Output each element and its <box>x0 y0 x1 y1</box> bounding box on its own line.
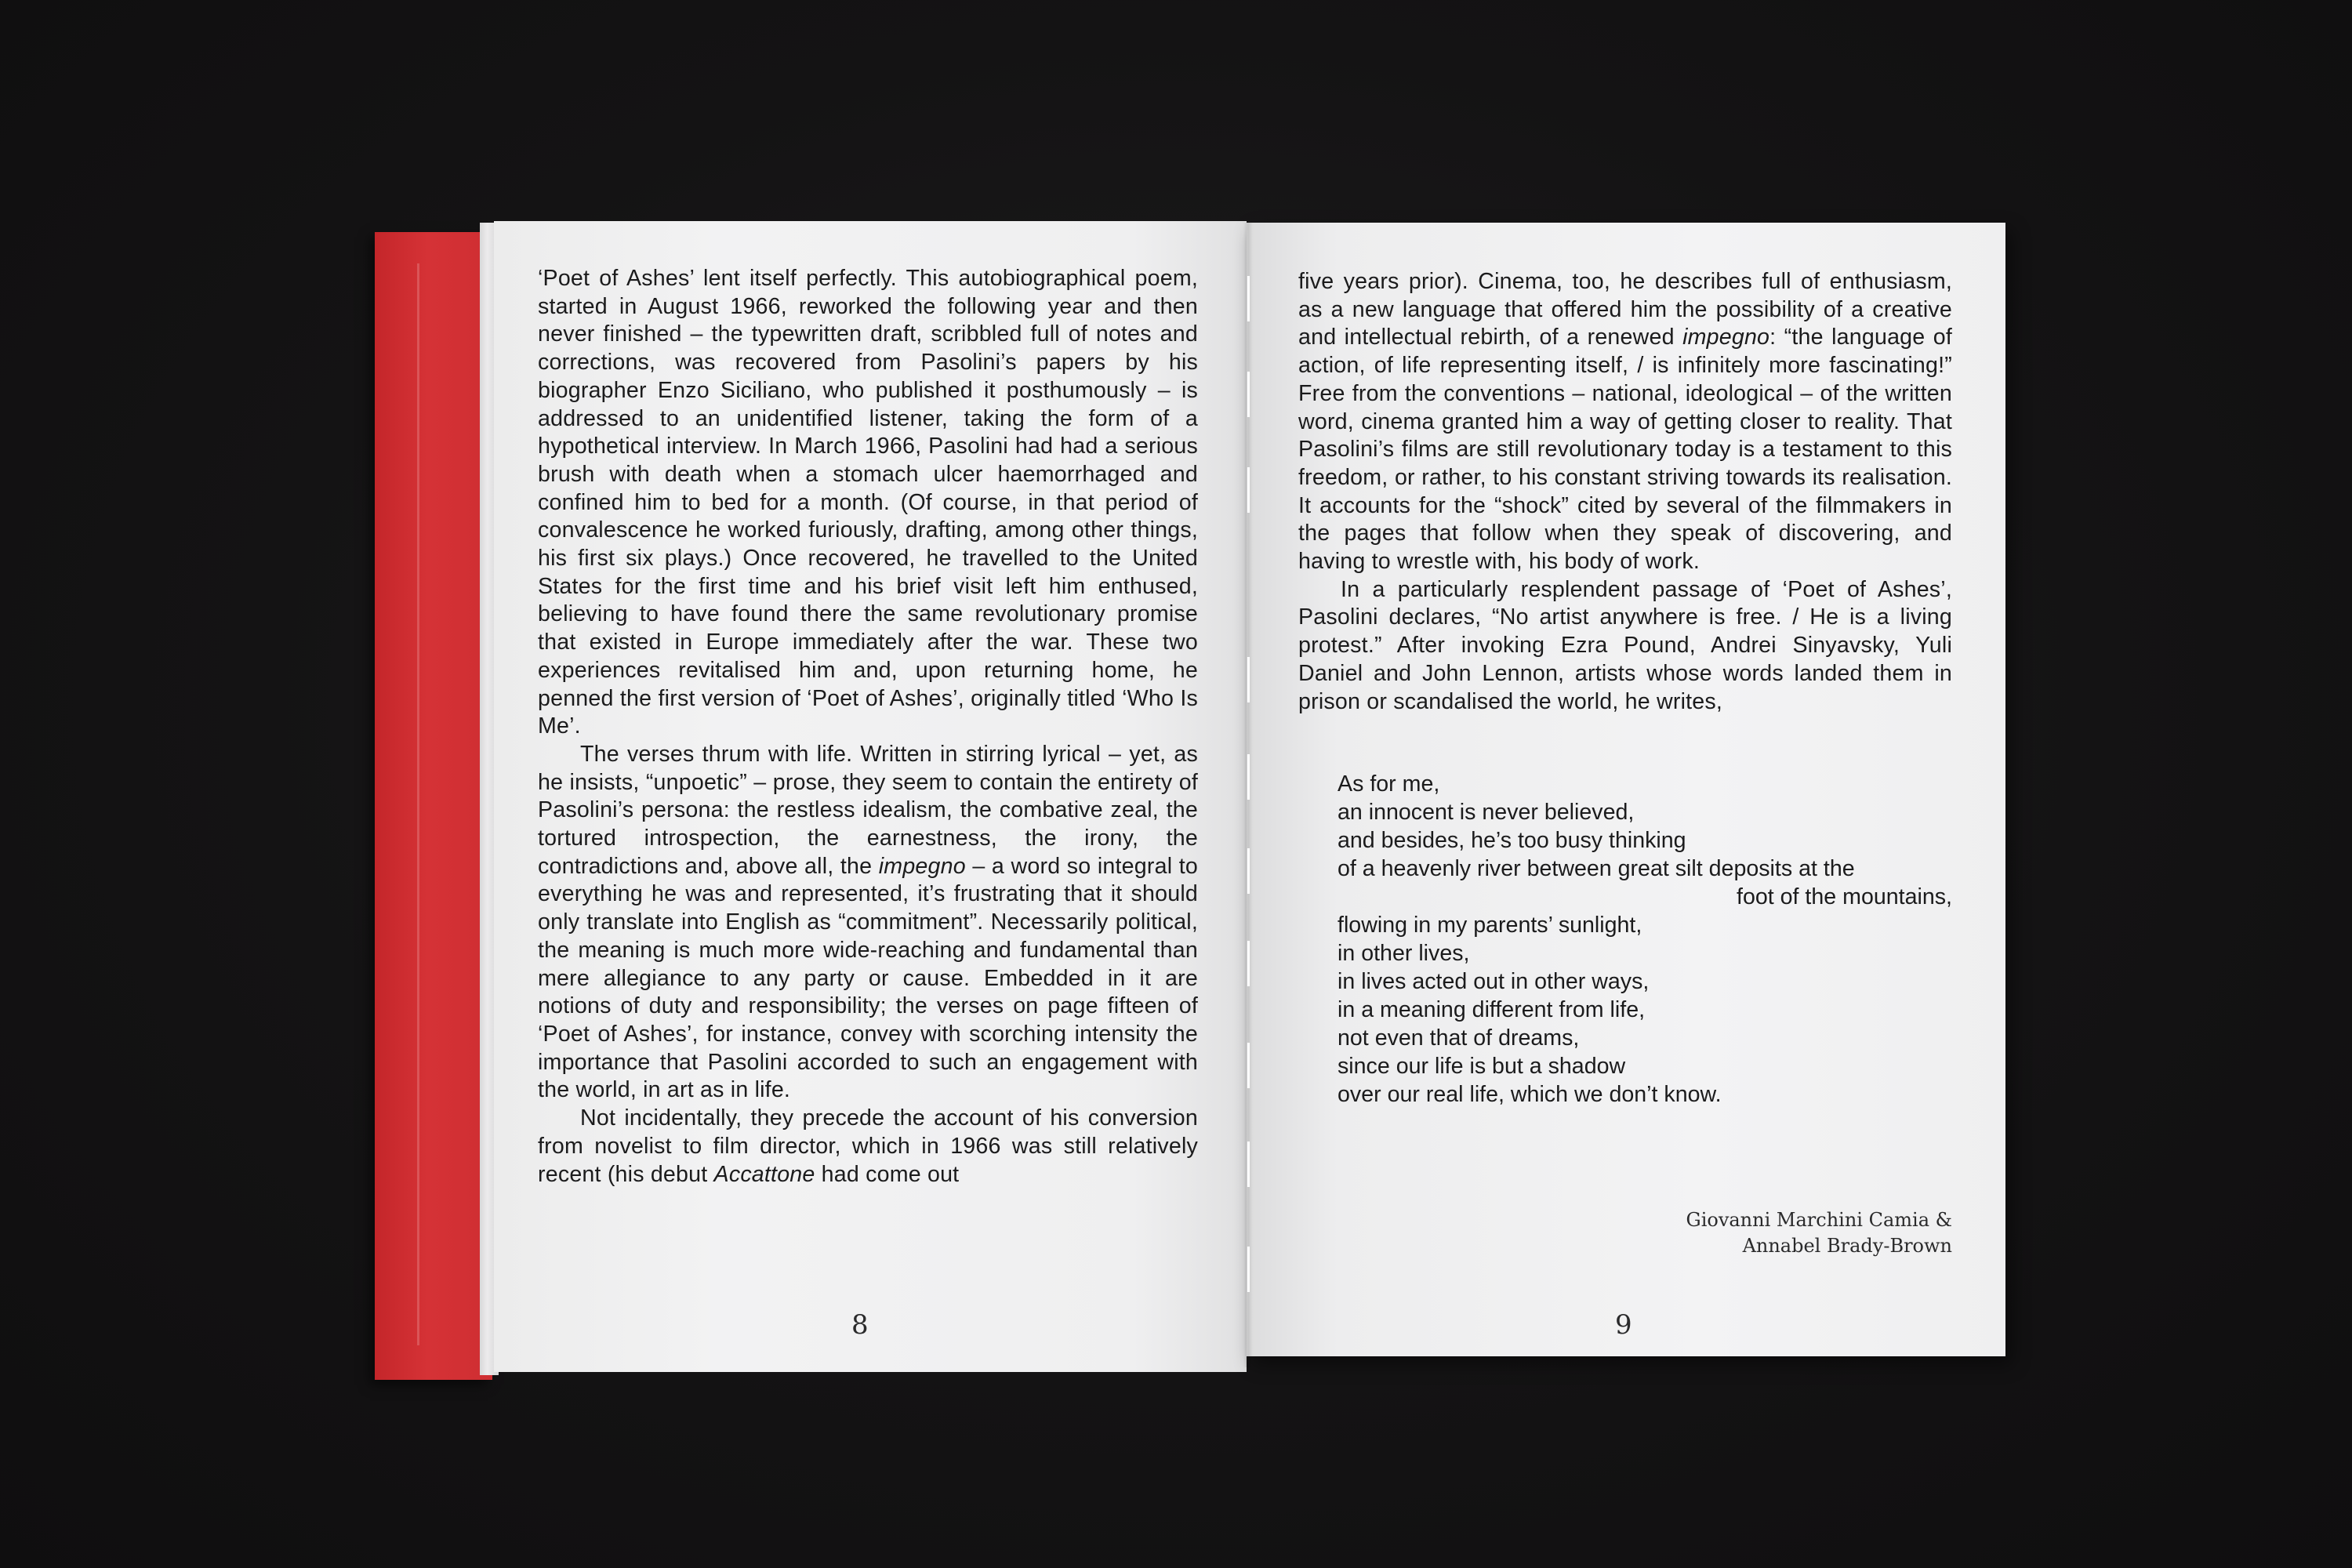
poem-line: an innocent is never believed, <box>1338 800 1635 825</box>
body-paragraph <box>538 1105 1198 1189</box>
poem-line: and besides, he’s too busy thinking <box>1338 828 1686 853</box>
binding-stitch <box>1247 657 1250 702</box>
binding-stitch <box>1247 1142 1250 1187</box>
text-run: The verses thrum with life. Written in stirring lyrical – yet, as he insists, “unpoetic” – prose, they seem to contain the entirety of Pasolini’s persona: the restless idealism, the combative zeal, the tortured introspection, the earnestness, the irony, the contradictions and, above all, the <box>538 741 1198 879</box>
binding-stitch <box>1247 1043 1250 1088</box>
binding-stitch <box>1247 848 1250 894</box>
page-number-left: 8 <box>851 1309 869 1341</box>
italic-term: impegno <box>1682 325 1770 350</box>
byline-line: Annabel Brady-Brown <box>1742 1235 1952 1257</box>
body-paragraph <box>1298 268 1952 576</box>
binding-stitch <box>1247 941 1250 986</box>
text-run: ‘Poet of Ashes’ lent itself perfectly. This autobiographical poem, started in August 1966, reworked the following year and then never finished – the typewritten draft, scribbled full of notes and corrections, was recovered from Pasolini’s papers by his biographer Enzo Siciliano, who published it posthumously – is addressed to an unidentified listener, taking the form of a hypothetical interview. In March 1966, Pasolini had had a serious brush with death when a stomach ulcer haemorrhaged and confined him to bed for a month. (Of course, in that period of convalescence he worked furiously, drafting, among other things, his first six plays.) Once recovered, he travelled to the United States for the first time and his brief visit left him enthused, believing to have found there the same revolutionary promise that existed in Europe immediately after the war. These two experiences revitalised him and, upon returning home, he penned the first version of ‘Poet of Ashes’, originally titled ‘Who Is Me’. <box>538 266 1198 739</box>
cover-crease <box>417 263 419 1345</box>
text-run: Not incidentally, they precede the account of his conversion from novelist to film director, which in 1966 was still relatively recent (his debut <box>538 1105 1198 1187</box>
text-run: In a particularly resplendent passage of ‘Poet of Ashes’, Pasolini declares, “No artist anywhere is free. / He is a living protest.” After invoking Ezra Pound, Andrei Sinyavsky, Yuli Daniel and John Lennon, artists whose words landed them in prison or scandalised the world, he writes, <box>1298 576 1952 714</box>
left-page-body-text <box>538 265 1198 1189</box>
binding-stitch <box>1247 276 1250 321</box>
binding-stitch <box>1247 1247 1250 1292</box>
right-page-body-text <box>1298 268 1952 716</box>
poem-line: since our life is but a shadow <box>1338 1054 1626 1079</box>
body-paragraph <box>538 265 1198 741</box>
poem-excerpt <box>1338 770 1952 1109</box>
italic-term: impegno <box>878 853 966 879</box>
binding-stitch <box>1247 372 1250 417</box>
page-number-right: 9 <box>1615 1309 1632 1341</box>
poem-line: over our real life, which we don’t know. <box>1338 1082 1722 1107</box>
text-run: five years prior). Cinema, too, he describes full of enthusiasm, as a new language that offered him the possibility of a creative and intellectual rebirth, of a renewed <box>1298 269 1952 350</box>
poem-line: in a meaning different from life, <box>1338 997 1646 1022</box>
red-booklet-cover <box>375 232 492 1380</box>
poem-line: of a heavenly river between great silt deposits at the <box>1338 856 1855 881</box>
author-byline <box>1686 1207 1952 1259</box>
byline-line: Giovanni Marchini Camia & <box>1686 1209 1952 1231</box>
binding-stitch <box>1247 467 1250 513</box>
poem-line: in lives acted out in other ways, <box>1338 969 1650 994</box>
poem-line: As for me, <box>1338 771 1440 797</box>
text-run: – a word so integral to everything he was and represented, it’s frustrating that it should only translate into English as “commitment”. Necessarily political, the meaning is much more wide-reaching and fundamental than mere allegiance to any party or cause. Embedded in it are notions of duty and responsibility; the verses on page fifteen of ‘Poet of Ashes’, for instance, convey with scorching intensity the importance that Pasolini accorded to such an engagement with the world, in art as in life. <box>538 853 1198 1103</box>
body-paragraph <box>538 741 1198 1105</box>
poem-line: foot of the mountains, <box>1737 884 1952 909</box>
poem-line: flowing in my parents’ sunlight, <box>1338 913 1642 938</box>
italic-term: Accattone <box>713 1161 815 1187</box>
poem-line: in other lives, <box>1338 941 1470 966</box>
body-paragraph <box>1298 576 1952 717</box>
text-run: had come out <box>815 1161 960 1187</box>
text-run: : “the language of action, of life representing itself, / is infinitely more fascinating!” Free from the conventions – national, ideological – of the written word, cinema granted him a way of getting closer to reality. That Pasolini’s films are still revolutionary today is a testament to this freedom, or rather, to his constant striving towards its realisation. It accounts for the “shock” cited by several of the filmmakers in the pages that follow when they speak of discovering, and having to wrestle with, his body of work. <box>1298 325 1952 575</box>
binding-stitch <box>1247 754 1250 800</box>
poem-line: not even that of dreams, <box>1338 1025 1580 1051</box>
